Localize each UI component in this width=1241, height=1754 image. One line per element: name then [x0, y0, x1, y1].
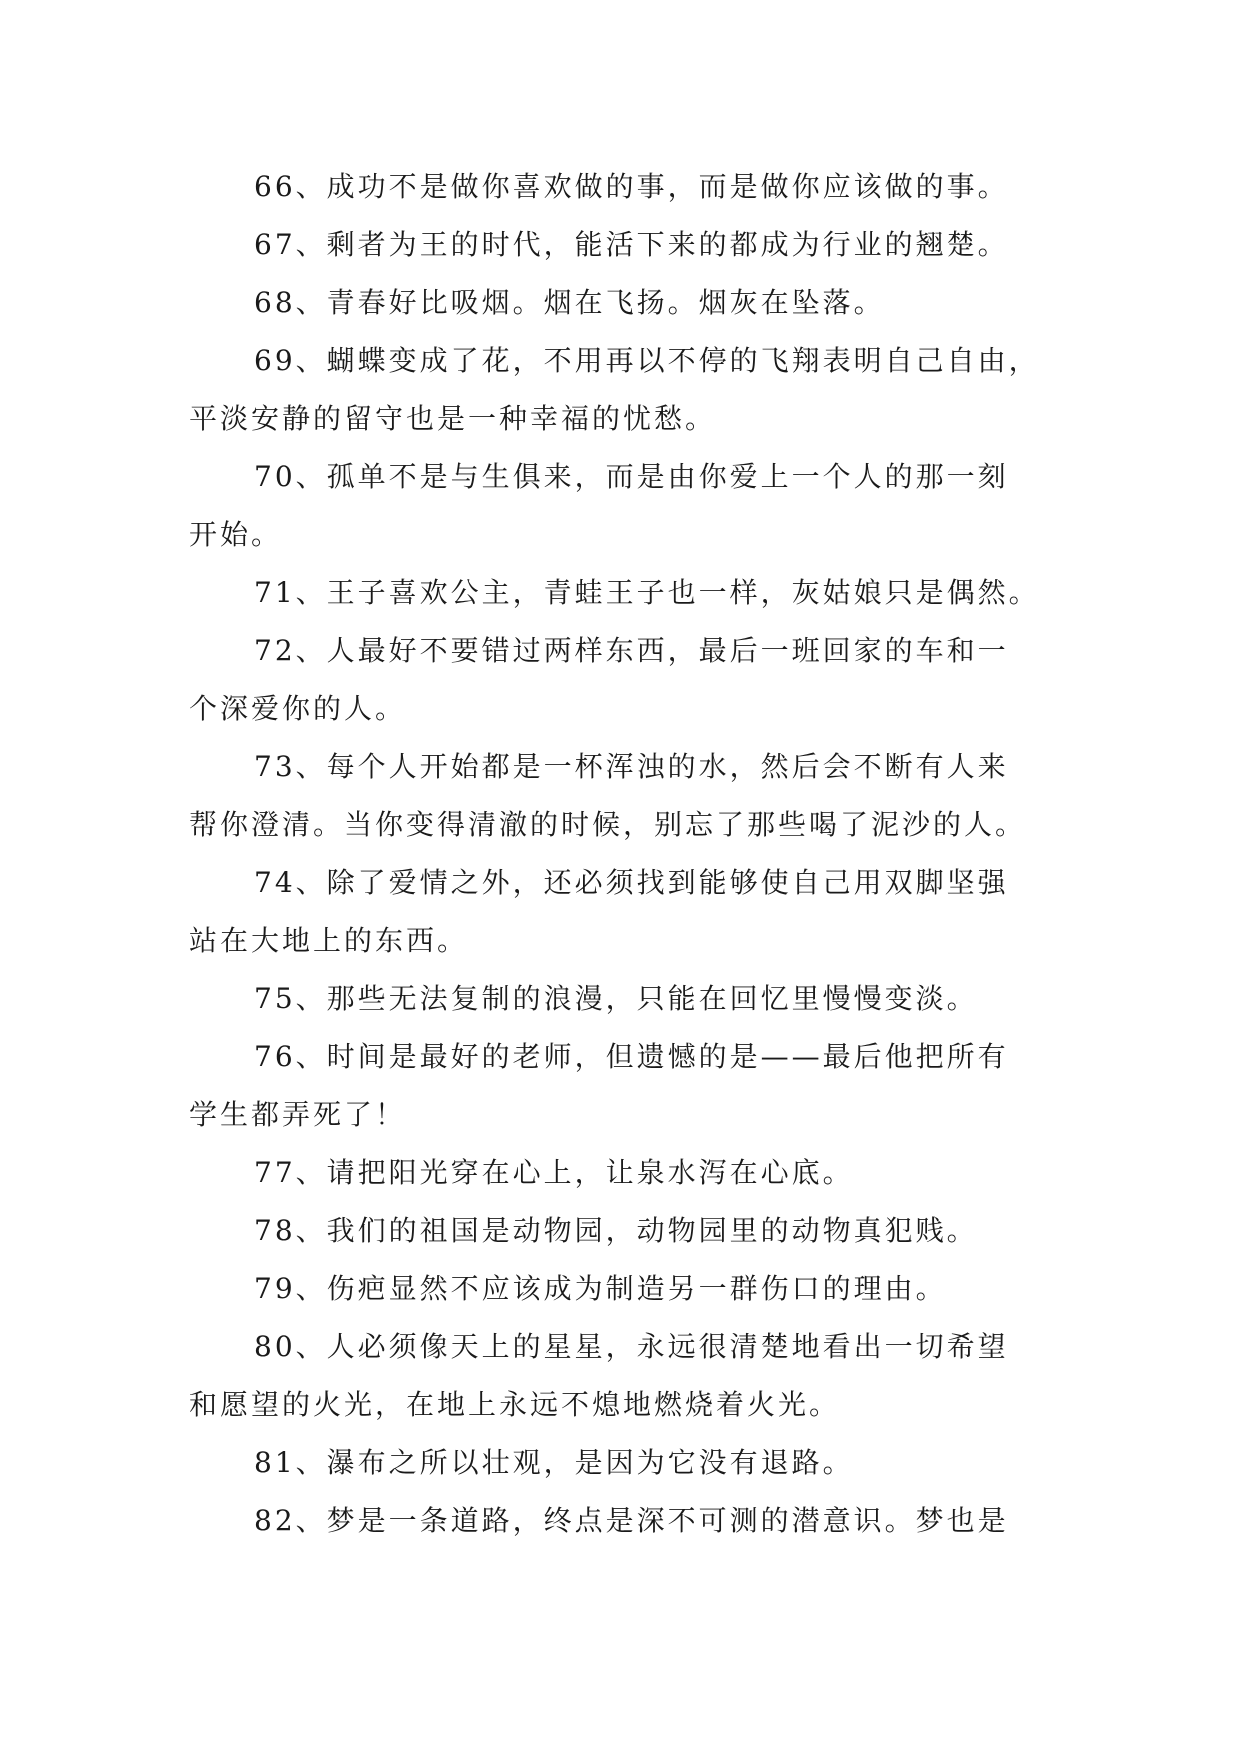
paragraph-69: [189, 332, 1069, 448]
paragraph-line: 77、请把阳光穿在心上，让泉水泻在心底。: [254, 1156, 854, 1189]
paragraph-line: 74、除了爱情之外，还必须找到能够使自己用双脚坚强: [254, 866, 1009, 899]
paragraph-line: 和愿望的火光，在地上永远不熄地燃烧着火光。: [189, 1388, 841, 1421]
paragraph-line: 82、梦是一条道路，终点是深不可测的潜意识。梦也是: [254, 1504, 1009, 1537]
paragraph-82: [189, 1492, 1069, 1550]
paragraph-68: [189, 274, 1069, 332]
paragraph-line: 75、那些无法复制的浪漫，只能在回忆里慢慢变淡。: [254, 982, 978, 1015]
paragraph-79: [189, 1260, 1069, 1318]
paragraph-line: 个深爱你的人。: [189, 692, 407, 725]
paragraph-line: 70、孤单不是与生俱来，而是由你爱上一个人的那一刻: [254, 460, 1009, 493]
paragraph-line: 69、蝴蝶变成了花，不用再以不停的飞翔表明自己自由，: [254, 344, 1040, 377]
paragraph-line: 66、成功不是做你喜欢做的事，而是做你应该做的事。: [254, 170, 1009, 203]
paragraph-76: [189, 1028, 1069, 1144]
paragraph-line: 72、人最好不要错过两样东西，最后一班回家的车和一: [254, 634, 1009, 667]
paragraph-74: [189, 854, 1069, 970]
paragraph-line: 帮你澄清。当你变得清澈的时候，别忘了那些喝了泥沙的人。: [189, 808, 1027, 841]
paragraph-line: 81、瀑布之所以壮观，是因为它没有退路。: [254, 1446, 854, 1479]
paragraph-71: [189, 564, 1069, 622]
paragraph-line: 78、我们的祖国是动物园，动物园里的动物真犯贱。: [254, 1214, 978, 1247]
paragraph-line: 学生都弄死了！: [189, 1098, 407, 1131]
paragraph-78: [189, 1202, 1069, 1260]
paragraph-67: [189, 216, 1069, 274]
paragraph-72: [189, 622, 1069, 738]
paragraph-line: 67、剩者为王的时代，能活下来的都成为行业的翘楚。: [254, 228, 1009, 261]
paragraph-81: [189, 1434, 1069, 1492]
paragraph-77: [189, 1144, 1069, 1202]
paragraph-line: 平淡安静的留守也是一种幸福的忧愁。: [189, 402, 717, 435]
paragraph-line: 76、时间是最好的老师，但遗憾的是——最后他把所有: [254, 1040, 1009, 1073]
paragraph-70: [189, 448, 1069, 564]
paragraph-80: [189, 1318, 1069, 1434]
paragraph-73: [189, 738, 1069, 854]
paragraph-75: [189, 970, 1069, 1028]
paragraph-line: 68、青春好比吸烟。烟在飞扬。烟灰在坠落。: [254, 286, 885, 319]
paragraph-line: 开始。: [189, 518, 283, 551]
paragraph-line: 80、人必须像天上的星星，永远很清楚地看出一切希望: [254, 1330, 1009, 1363]
paragraph-line: 73、每个人开始都是一杯浑浊的水，然后会不断有人来: [254, 750, 1009, 783]
paragraph-66: [189, 158, 1069, 216]
document-body: [189, 158, 1069, 1550]
paragraph-line: 71、王子喜欢公主，青蛙王子也一样，灰姑娘只是偶然。: [254, 576, 1040, 609]
paragraph-line: 79、伤疤显然不应该成为制造另一群伤口的理由。: [254, 1272, 947, 1305]
paragraph-line: 站在大地上的东西。: [189, 924, 469, 957]
